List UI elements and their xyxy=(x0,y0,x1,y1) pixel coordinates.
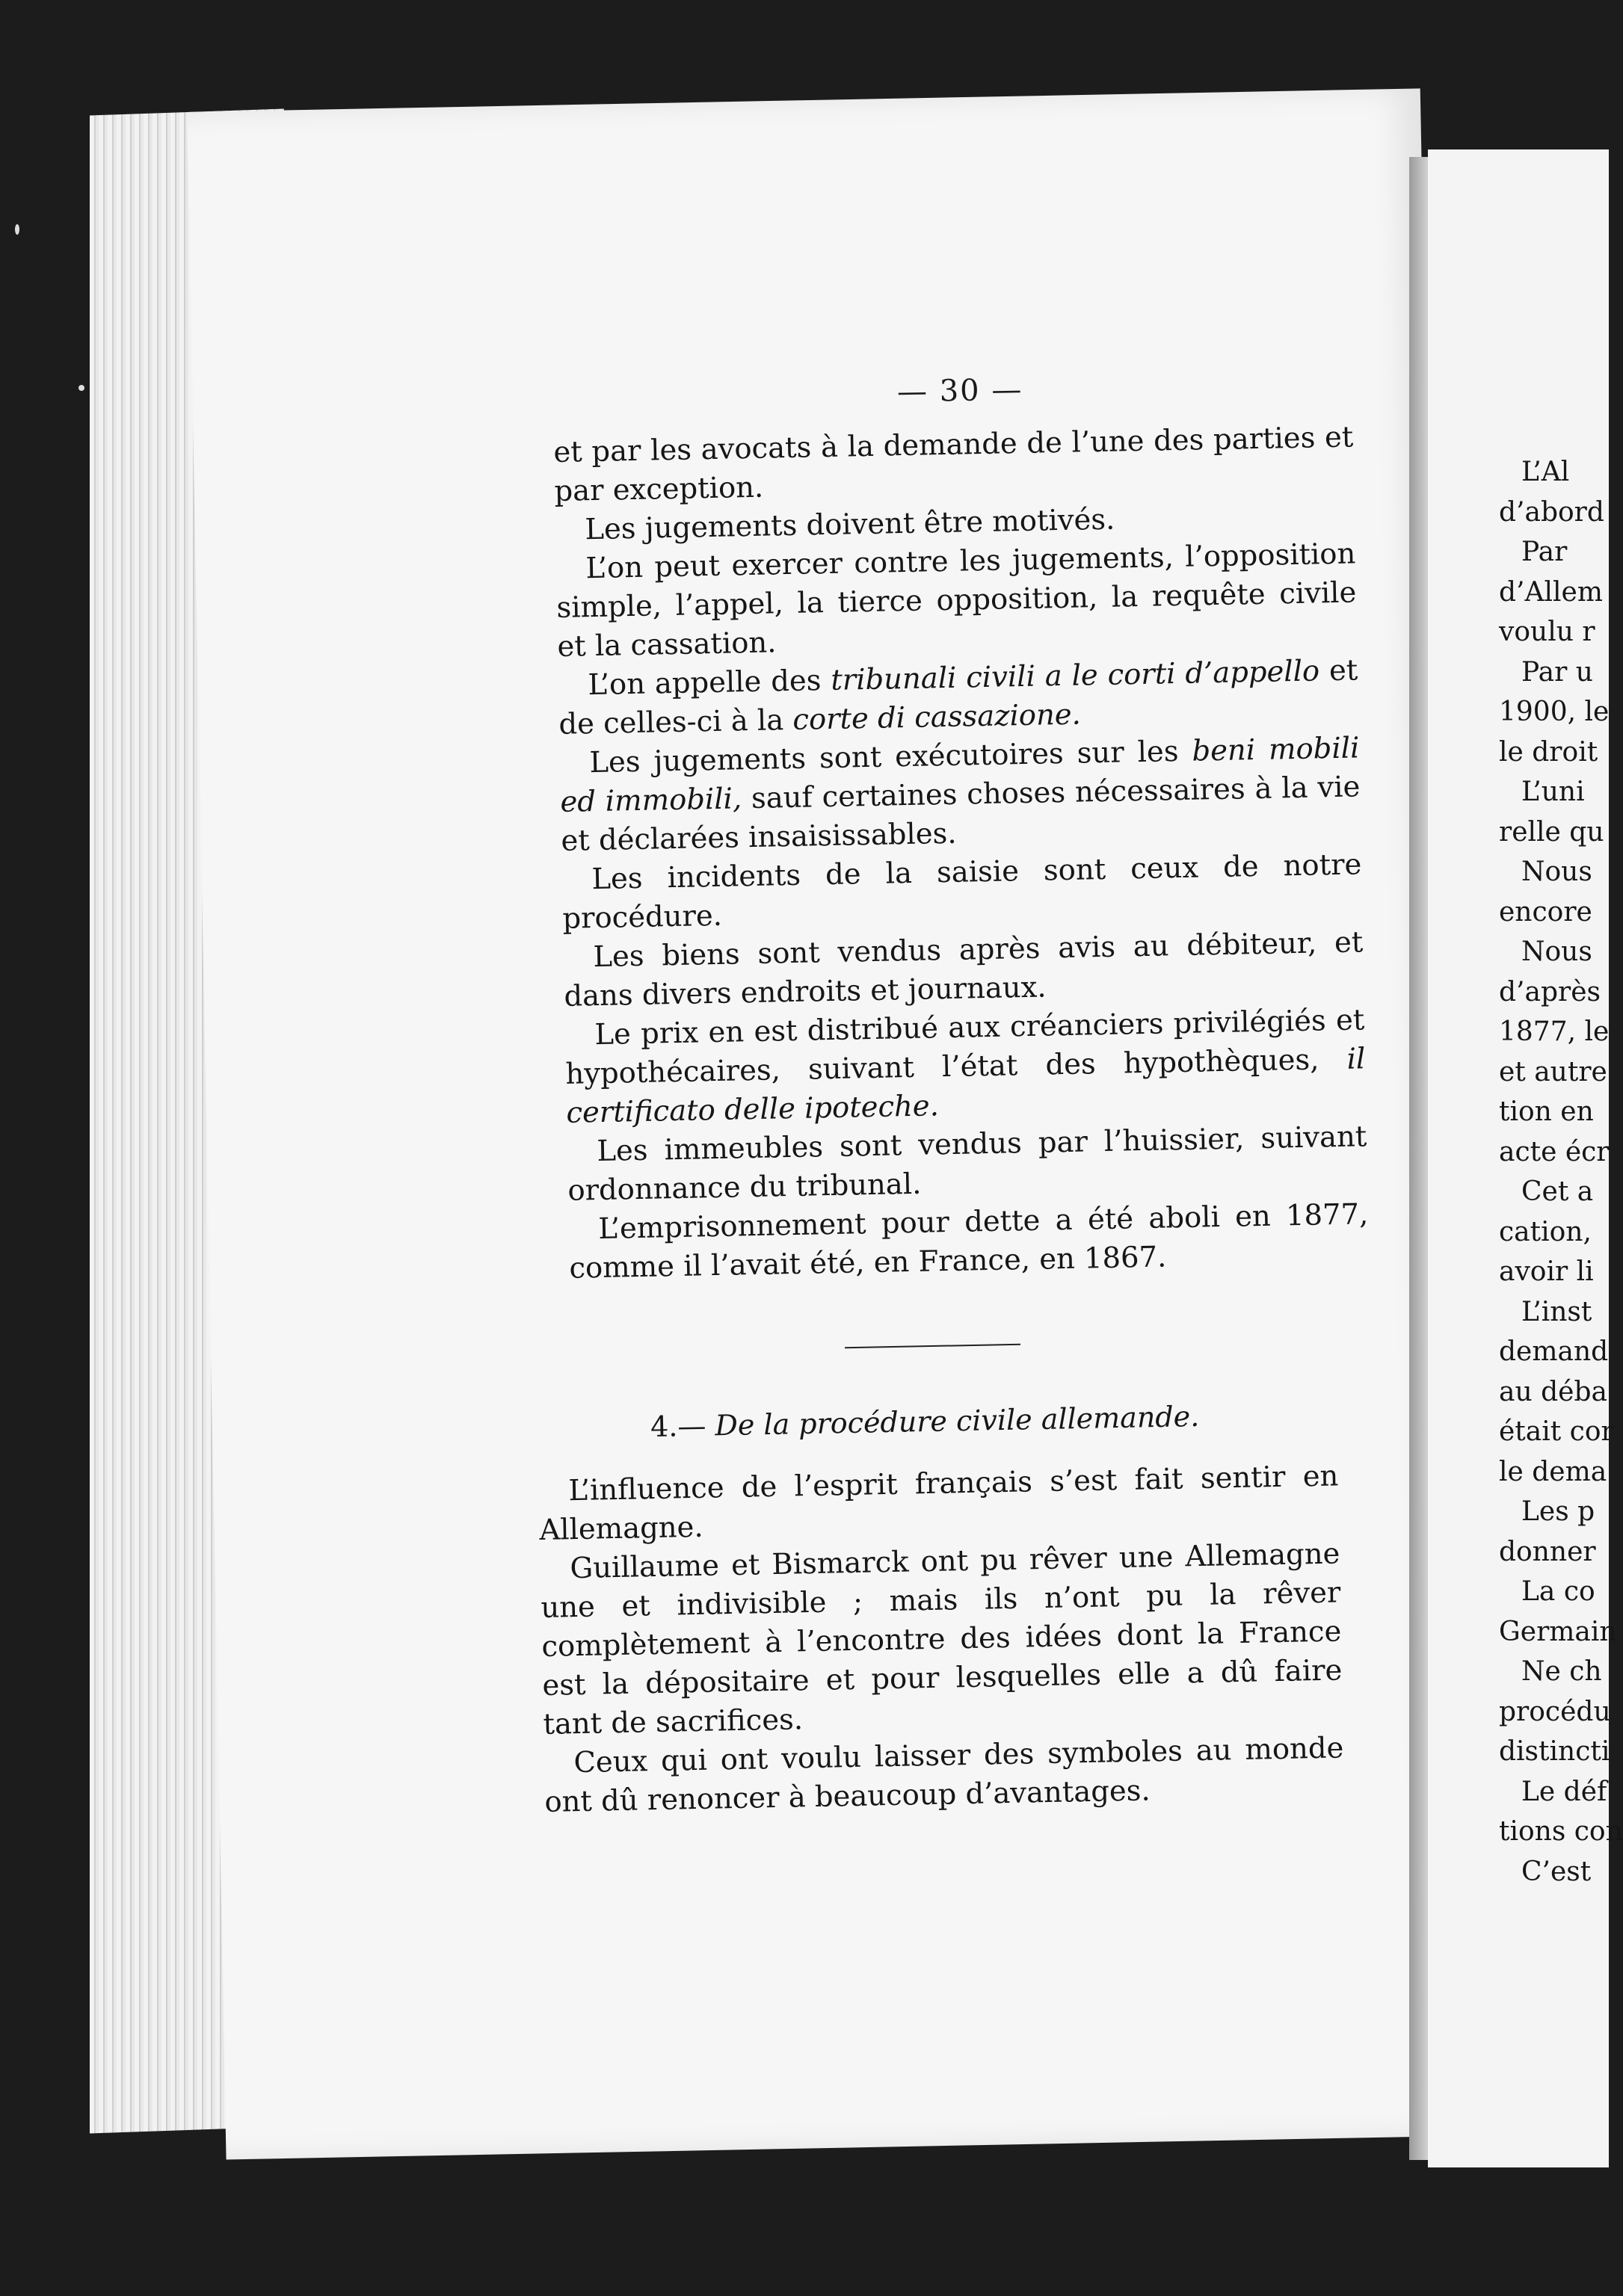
line-fragment: acte écr xyxy=(1499,1136,1610,1167)
paragraph: L’influence de l’esprit français s’est fait sentir en Allemagne. xyxy=(539,1459,1339,1547)
paragraph: Les jugements doivent être motivés. xyxy=(585,502,1115,547)
line-fragment: Nous xyxy=(1521,857,1592,887)
line-fragment: avoir li xyxy=(1499,1256,1594,1287)
paragraph: Les biens sont vendus après avis au débiteur, et dans divers endroits et journaux. xyxy=(564,925,1364,1013)
paragraph: Ceux qui ont voulu laisser des symboles au monde ont dû renoncer à beaucoup d’avantages. xyxy=(544,1731,1344,1819)
line-fragment: L’Al xyxy=(1521,457,1570,487)
line-fragment: encore xyxy=(1499,896,1592,928)
line-fragment: était cor xyxy=(1499,1416,1614,1447)
line-fragment: Le déf xyxy=(1521,1776,1607,1807)
line-fragment: Cet a xyxy=(1521,1176,1594,1207)
line-fragment: Les p xyxy=(1521,1496,1595,1527)
paragraph: Guillaume et Bismarck ont pu rêver une Allemagne une et indivisible ; mais ils n’ont pu la rêver complètement à l’encontre des idées dont la France est la dépositaire et pour lesquelles elle a dû faire tant de sacrifices. xyxy=(541,1537,1343,1741)
line-fragment: demand xyxy=(1499,1336,1609,1367)
page-number: — 30 — xyxy=(896,372,1023,410)
line-fragment: d’après xyxy=(1499,976,1601,1007)
line-fragment: Germain xyxy=(1499,1616,1617,1647)
line-fragment: le dema xyxy=(1499,1456,1607,1487)
line-fragment: d’abord xyxy=(1499,496,1604,528)
line-fragment: cation, xyxy=(1499,1216,1592,1247)
line-fragment: 1900, le xyxy=(1499,697,1610,727)
line-fragment: procédu xyxy=(1499,1696,1611,1727)
paragraph: Le prix en est distribué aux créanciers privilégiés et hypothécaires, suivant l’état des hypothèques, il certificato delle ipoteche. xyxy=(565,1003,1366,1130)
line-fragment: La co xyxy=(1521,1576,1595,1607)
section-number: 4.— xyxy=(650,1409,706,1444)
line-fragment: 1877, le xyxy=(1499,1016,1610,1047)
section-title: De la procédure civile allemande. xyxy=(714,1399,1200,1442)
section-body-text xyxy=(538,1457,1345,1821)
body-text xyxy=(553,418,1370,1288)
line-fragment: relle qu xyxy=(1499,816,1604,848)
line-fragment: le droit xyxy=(1499,736,1598,768)
paragraph: L’on peut exercer contre les jugements, l’opposition simple, l’appel, la tierce opposition, la requête civile et la cassation. xyxy=(556,537,1357,664)
line-fragment: Nous xyxy=(1521,936,1592,967)
paragraph: L’on appelle des tribunali civili a le corti d’appello et de celles-ci à la corte di cassazione. xyxy=(558,653,1358,741)
line-fragment: et autre xyxy=(1499,1056,1607,1087)
line-fragment: tions con xyxy=(1499,1816,1623,1847)
line-fragment: L’uni xyxy=(1521,777,1585,807)
line-fragment: Par xyxy=(1521,537,1568,567)
paragraph: Les incidents de la saisie sont ceux de notre procédure. xyxy=(562,848,1362,936)
line-fragment: Par u xyxy=(1521,656,1593,688)
line-fragment: L’inst xyxy=(1521,1296,1592,1327)
right-page-text-fragments xyxy=(1499,452,1623,1892)
dust-speck xyxy=(78,385,84,391)
line-fragment: C’est xyxy=(1521,1856,1592,1887)
dust-speck xyxy=(15,224,19,235)
line-fragment: voulu r xyxy=(1499,617,1595,647)
paragraph: L’emprisonnement pour dette a été aboli en 1877, comme il l’avait été, en France, en 1867. xyxy=(569,1197,1369,1286)
line-fragment: distincti xyxy=(1499,1736,1610,1767)
paragraph: Les jugements sont exécutoires sur les beni mobili ed immobili, sauf certaines choses nécessaires à la vie et déclarées insaisissables. xyxy=(560,731,1361,858)
line-fragment: d’Allem xyxy=(1499,576,1603,608)
paragraph: et par les avocats à la demande de l’une des parties et par exception. xyxy=(553,420,1354,508)
line-fragment: Ne ch xyxy=(1521,1656,1602,1687)
line-fragment: au déba xyxy=(1499,1376,1607,1407)
line-fragment: donner xyxy=(1499,1536,1596,1567)
paragraph: Les immeubles sont vendus par l’huissier, suivant ordonnance du tribunal. xyxy=(567,1120,1367,1208)
line-fragment: tion en xyxy=(1499,1096,1594,1127)
